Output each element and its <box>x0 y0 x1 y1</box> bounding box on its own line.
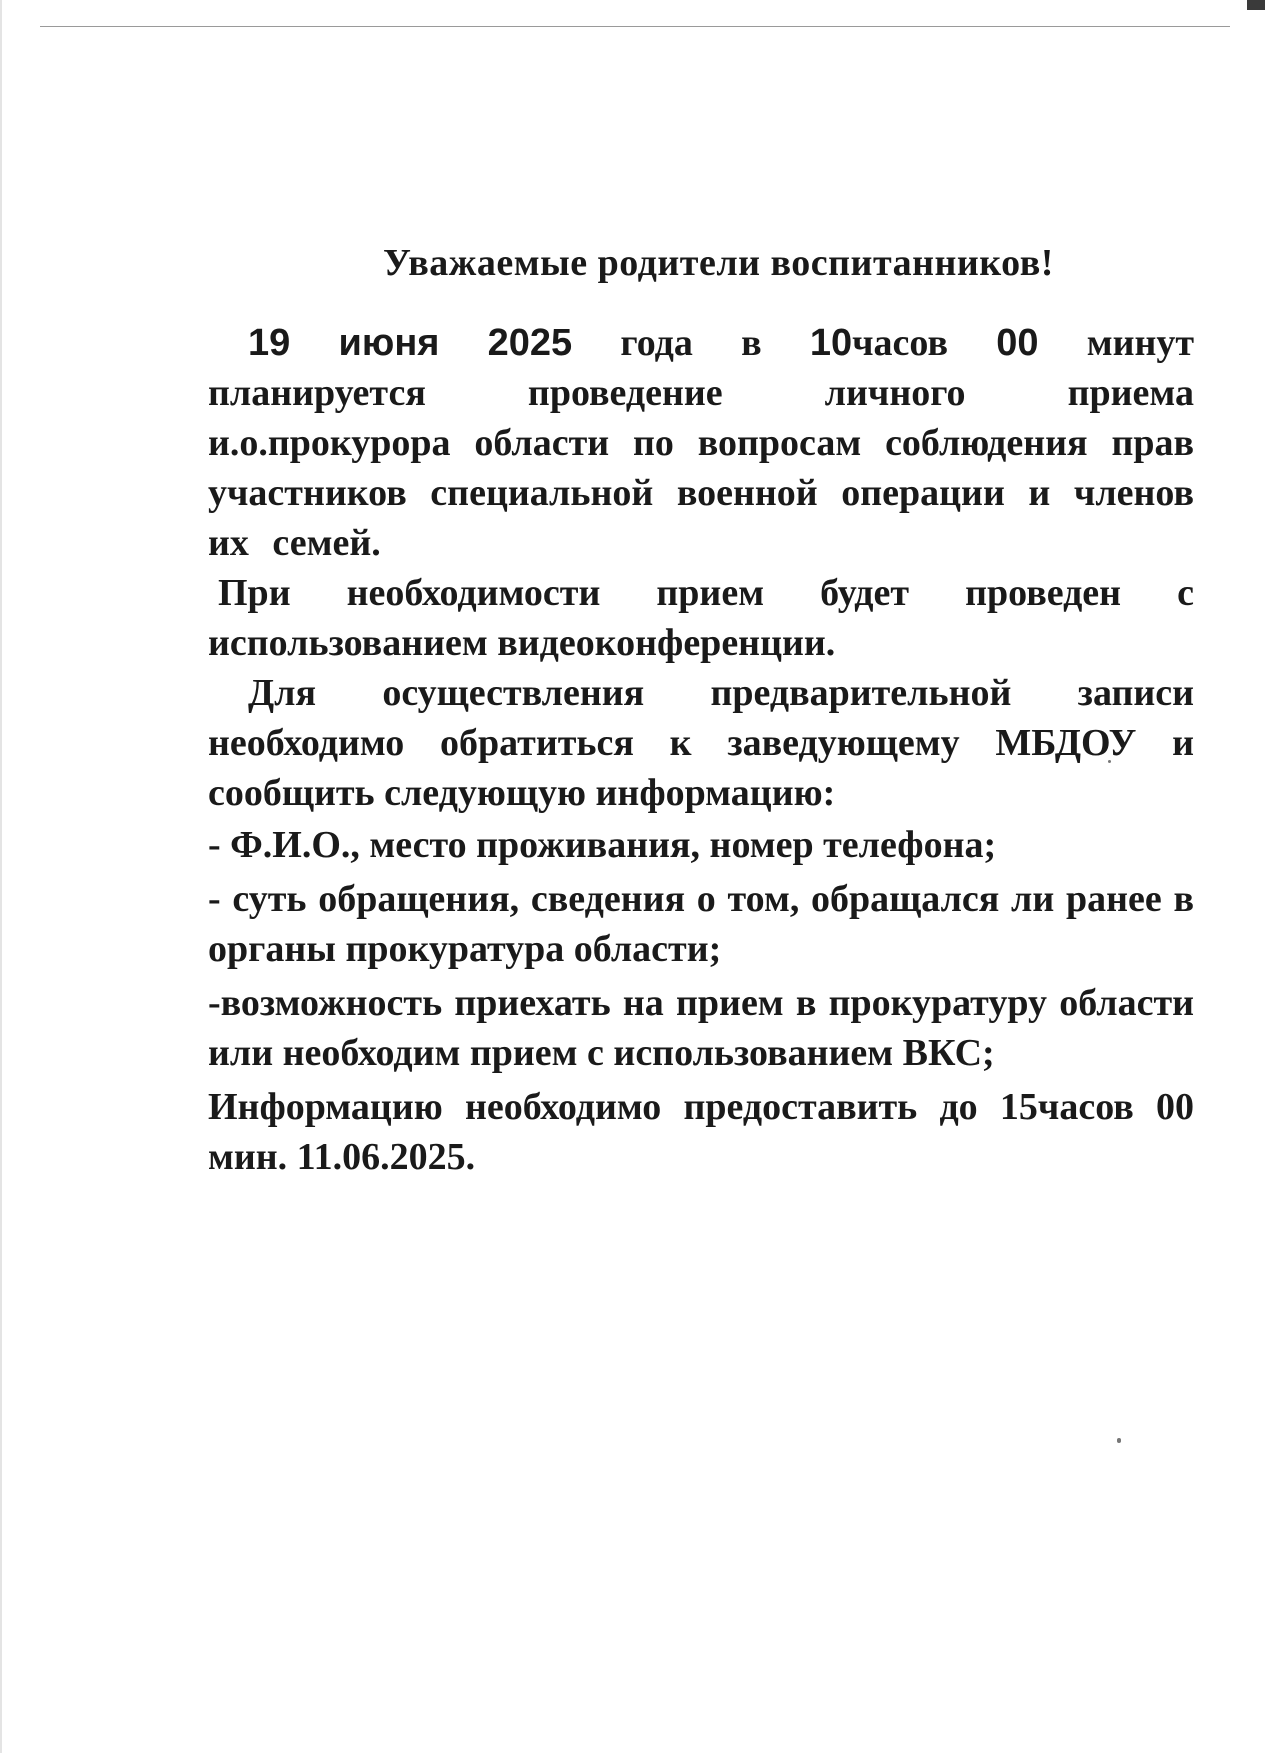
reception-description: минут планируется проведение личного приема и.о.прокурора области по вопросам соблюдения прав участников специальной военной операции и членов их семей. <box>208 322 1195 564</box>
list-item-appeal-essence: - суть обращения, сведения о том, обращался ли ранее в органы прокуратура области; <box>208 878 1194 970</box>
reception-word-year: года в <box>620 322 762 364</box>
paragraph-videoconference: При необходимости прием будет проведен с использованием видеоконференции. <box>208 572 1194 664</box>
reception-word-hours: часов <box>852 322 948 364</box>
scan-speck <box>1117 1438 1121 1443</box>
scan-top-edge-line <box>40 26 1230 27</box>
list-item-personal-info: - Ф.И.О., место проживания, номер телефона; <box>208 824 997 866</box>
reception-month: июня <box>338 322 440 364</box>
paragraph-deadline: Информацию необходимо предоставить до 15часов 00 мин. 11.06.2025. <box>208 1086 1194 1178</box>
scan-corner-mark <box>1247 0 1265 10</box>
reception-year: 2025 <box>487 322 573 364</box>
scan-left-edge <box>0 0 2 1753</box>
reception-day: 19 <box>248 322 291 364</box>
paragraph-reception-announcement <box>208 318 1194 568</box>
notice-body <box>208 238 1194 1182</box>
notice-title: Уважаемые родители воспитанников! <box>383 242 1054 284</box>
paragraph-preregistration: Для осуществления предварительной записи необходимо обратиться к заведующему МБДОУ и сообщить следующую информацию: <box>208 672 1194 814</box>
reception-hour: 10 <box>809 322 853 364</box>
reception-minutes: 00 <box>996 322 1039 364</box>
list-item-attendance-option: -возможность приехать на прием в прокуратуру области или необходим прием с использованием ВКС; <box>208 982 1194 1074</box>
